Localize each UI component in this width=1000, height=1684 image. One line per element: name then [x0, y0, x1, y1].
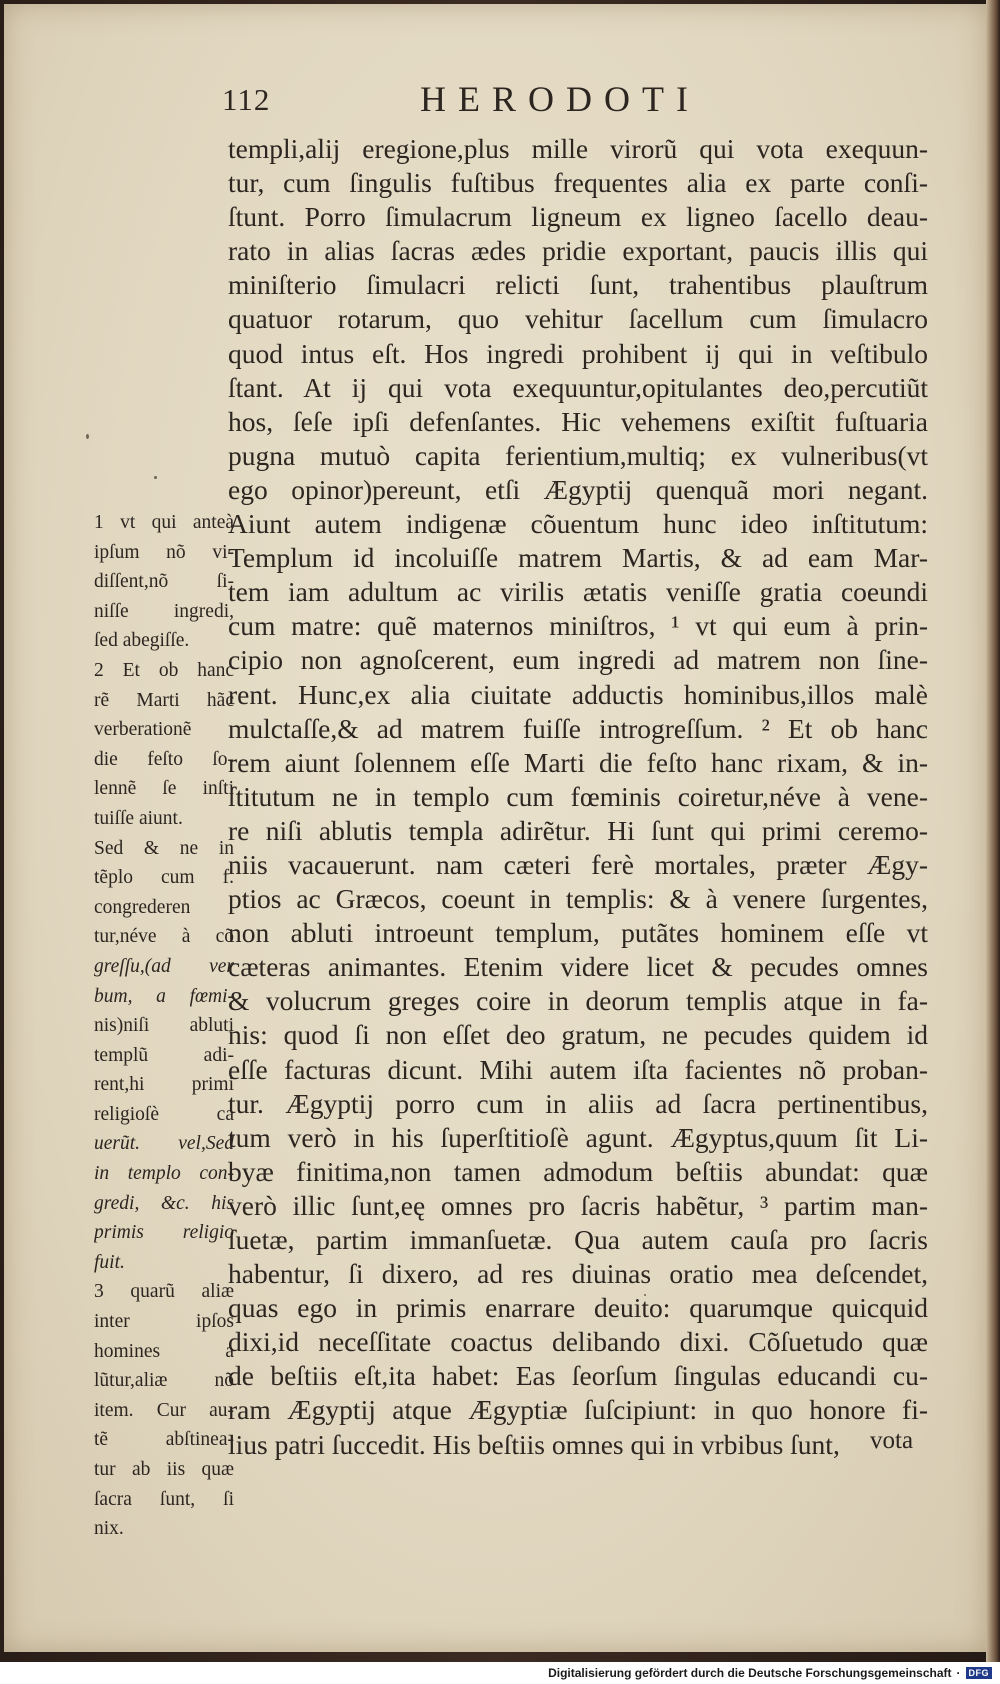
text-line: byæ finitima,non tamen admodum beſtiis abundat: quæ	[228, 1155, 928, 1187]
marginal-note-line: tẽ abſtinea-	[94, 1429, 234, 1451]
marginal-note-line: nis)niſi abluti	[94, 1015, 234, 1037]
text-line: pugna mutuò capita ferientium,multiq; ex vulneribus(vt	[228, 439, 928, 471]
marginal-note-line: bum, a fœmi-	[94, 985, 234, 1007]
text-line: habentur, ſi dixero, ad res diuinas oratio mea deſcendet,	[228, 1258, 928, 1290]
paper-speck	[154, 476, 157, 479]
text-line: quatuor rotarum, quo vehitur ſacellum cum ſimulacro	[228, 303, 928, 335]
marginal-note-line: ſed abegiſſe.	[94, 630, 190, 652]
marginal-note-line: lũtur,aliæ nõ	[94, 1370, 234, 1392]
marginal-note-line: rẽ Marti hãc	[94, 689, 234, 711]
marginal-note-line: rent,hi primi	[94, 1074, 234, 1096]
running-head: HERODOTI	[420, 79, 700, 119]
marginal-note-line: item. Cur au-	[94, 1399, 234, 1421]
marginal-note-line: tur ab iis quæ	[94, 1459, 234, 1480]
text-line: & volucrum greges coire in deorum templis atque in fa-	[228, 985, 928, 1017]
text-line: tum verò in his ſuperſtitioſè agunt. Ægyptus,quum ſit Li-	[228, 1121, 928, 1153]
text-line: cum matre: quẽ maternos miniſtros, ¹ vt qui eum à prin-	[228, 610, 928, 642]
text-line: ſtitutum ne in templo cum fœminis coiretur,néve à vene-	[228, 780, 928, 812]
marginal-note-line: die feſto ſo-	[94, 748, 234, 770]
marginal-note-line: congrederen	[94, 896, 191, 918]
marginal-note-line: Sed & ne in	[94, 837, 234, 859]
marginal-note-line: lennẽ ſe inſti	[94, 778, 234, 800]
marginal-note-line: tẽplo cum f.	[94, 867, 234, 889]
marginal-note-line: ſacra ſunt, ſi	[94, 1488, 234, 1510]
dfg-logo: DFG	[966, 1667, 993, 1679]
text-line: de beſtiis eſt,ita habet: Eas ſeorſum ſingulas educandi cu-	[228, 1360, 928, 1392]
marginal-note-line: tur,néve à cõ	[94, 926, 234, 948]
text-line: cæteras animantes. Etenim videre licet & pecudes omnes	[228, 951, 928, 983]
text-line: hos, ſeſe ipſi defenſantes. Hic vehemens exiſtit fuſtuaria	[228, 405, 928, 437]
marginal-note-line: religioſè ca	[94, 1103, 234, 1125]
marginal-note-line: ipſum nõ vi-	[94, 541, 234, 563]
text-line: re niſi ablutis templa adirẽtur. Hi ſunt qui primi ceremo-	[228, 814, 928, 846]
marginal-note-line: homines a	[94, 1340, 234, 1362]
text-line: ſtant. At ij qui vota exequuntur,opitulantes deo,percutiũt	[228, 371, 928, 403]
text-line: cipio non agnoſcerent, eum ingredi ad matrem non ſine-	[228, 644, 928, 676]
marginal-note-line: tuiſſe aiunt.	[94, 807, 183, 829]
marginal-note-line: greſſu,(ad ver	[94, 955, 234, 977]
marginal-note-line: diſſent,nõ ſi-	[94, 571, 234, 593]
text-line: ſtunt. Porro ſimulacrum ligneum ex ligneo ſacello deau-	[228, 201, 928, 233]
text-line: ſuetæ, partim immanſuetæ. Qua autem cauſa pro ſacris	[228, 1224, 928, 1255]
book-edge	[986, 0, 1000, 1662]
text-line: Templum id incoluiſſe matrem Martis, & ad eam Mar-	[228, 542, 928, 574]
text-line: dixi,id neceſſitate coactus delibando dixi. Cõſuetudo quæ	[228, 1326, 928, 1358]
marginal-notes	[94, 508, 234, 1544]
text-line: ego opinor)pereunt, etſi Ægyptij quenquã mori negant.	[228, 473, 928, 505]
text-line: rem aiunt ſolennem eſſe Marti die feſto hanc rixam, & in-	[228, 746, 928, 778]
text-line: quod intus eſt. Hos ingredi prohibent ij qui in veſtibulo	[228, 337, 928, 369]
marginal-note-line: nix.	[94, 1518, 124, 1540]
marginal-note-line: niſſe ingredi,	[94, 600, 234, 622]
text-line: tur. Ægyptij porro cum in aliis ad ſacra pertinentibus,	[228, 1087, 928, 1119]
page-number: 112	[222, 82, 271, 117]
marginal-note-line: gredi, &c. his	[94, 1192, 234, 1214]
text-line: nis: quod ſi non eſſet deo gratum, ne pecudes quidem id	[228, 1019, 928, 1051]
text-line: mulctaſſe,& ad matrem fuiſſe introgreſſum. ² Et ob hanc	[228, 712, 928, 744]
text-line: quas ego in primis enarrare deuito: quarumque quicquid	[228, 1292, 928, 1324]
text-line: verò illic ſunt,eę omnes pro ſacris habẽtur, ³ partim man-	[228, 1189, 928, 1221]
text-line: lius patri ſuccedit. His beſtiis omnes qui in vrbibus ſunt,	[228, 1428, 840, 1460]
text-line: niis vacauerunt. nam cæteri ferè mortales, præter Ægy-	[228, 848, 928, 880]
marginal-note-line: 3 quarũ aliæ	[94, 1281, 234, 1303]
marginal-note-line: primis religio	[94, 1222, 234, 1244]
text-line: miniſterio ſimulacri relicti ſunt, trahentibus plauſtrum	[228, 269, 928, 301]
text-line: ram Ægyptij atque Ægyptiæ ſuſcipiunt: in quo honore fi-	[228, 1394, 928, 1426]
text-line: non abluti introeunt templum, putãtes hominem eſſe vt	[228, 917, 928, 949]
marginal-note-line: uerũt. vel,Sed	[94, 1133, 234, 1155]
catchword: vota	[870, 1427, 914, 1454]
text-line: eſſe facturas dicunt. Mihi autem iſta facientes nõ proban-	[228, 1053, 928, 1085]
text-line: rato in alias ſacras ædes pridie exportant, paucis illis qui	[228, 235, 928, 267]
main-text-column	[228, 132, 928, 1462]
text-line: Aiunt autem indigenæ cõuentum hunc ideo inſtitutum:	[228, 508, 928, 540]
marginal-note-line: 1 vt qui anteà	[94, 512, 234, 533]
marginal-note-line: in templo con-	[94, 1163, 234, 1185]
marginal-note-line: inter ipſos	[94, 1311, 234, 1333]
footer-credit: Digitalisierung gefördert durch die Deutsche Forschungsgemeinschaft · DFG	[548, 1666, 992, 1680]
text-line: templi,alij eregione,plus mille virorũ qui vota exequun-	[228, 133, 928, 164]
text-line: ptios ac Græcos, coeunt in templis: & à venere ſurgentes,	[228, 883, 928, 915]
paper-speck	[86, 434, 89, 439]
marginal-note-line: verberationẽ	[94, 719, 192, 741]
text-line: rent. Hunc,ex alia ciuitate adductis hominibus,illos malè	[228, 678, 928, 710]
marginal-note-line: fuit.	[94, 1251, 125, 1273]
marginal-note-line: 2 Et ob hanc	[94, 659, 234, 681]
footer-text: Digitalisierung gefördert durch die Deutsche Forschungsgemeinschaft	[548, 1666, 952, 1680]
marginal-note-line: templũ adi-	[94, 1044, 234, 1066]
text-line: tem iam adultum ac virilis ætatis veniſſe gratia coeundi	[228, 576, 928, 608]
text-line: tur, cum ſingulis fuſtibus frequentes alia ex parte conſi-	[228, 167, 928, 199]
